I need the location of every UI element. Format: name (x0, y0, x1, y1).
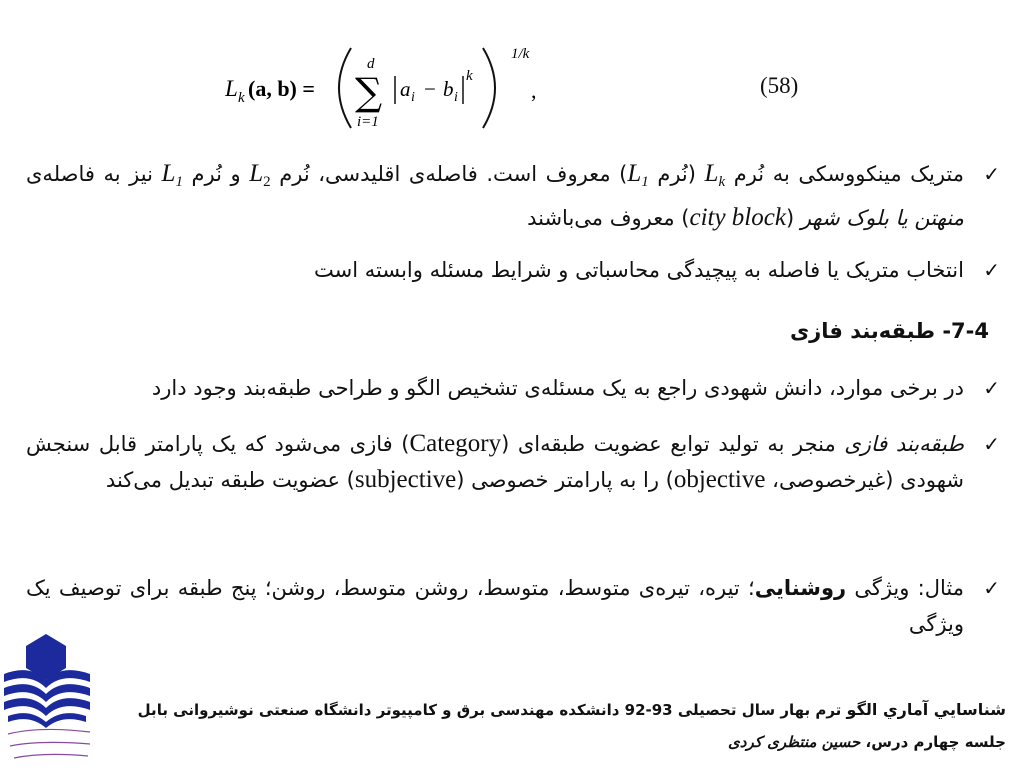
symbol-sub: 1 (175, 174, 183, 190)
university-logo-icon (0, 630, 100, 768)
minkowski-formula (225, 40, 555, 130)
italic-term: طبقه‌بند فازی (844, 432, 965, 456)
text-seg: ) فازی می‌شود که یک پارامتر قابل سنجش شهودی (غیرخصوصی، (26, 432, 964, 492)
abs-a-sub: i (411, 90, 415, 105)
inner-exp: k (466, 68, 473, 84)
formula-args: (a, b) = (248, 76, 315, 101)
left-paren (339, 48, 351, 128)
footer-course-name: شناسايي آماري الگو (846, 700, 1006, 719)
text-seg: مثال: ویژگی (846, 576, 964, 600)
abs-a: a (400, 77, 411, 101)
formula-L: L (225, 76, 238, 101)
english-term: objective (673, 466, 766, 493)
footer-course-info (138, 700, 1006, 719)
footer-course-details: ترم بهار سال تحصیلی 93-92 دانشکده مهندسی برق و کامپیوتر دانشگاه صنعتی نوشیروانی بابل (137, 701, 847, 719)
text-seg: نیز به فاصله‌ی (26, 162, 162, 186)
bullet-text: در برخی موارد، دانش شهودی راجع به یک مسئله‌ی تشخیص الگو و طراحی طبقه‌بند وجود دارد (151, 376, 964, 400)
text-seg: ) عضویت طبقه تبدیل می‌کند (105, 468, 355, 492)
formula-comma: , (531, 78, 537, 103)
section-heading: 7-4- طبقه‌بند فازی (789, 319, 989, 343)
sum-sign: ∑ (355, 70, 383, 114)
footer-session: جلسه چهارم درس، (860, 733, 1006, 751)
text-seg: (نُرم (648, 162, 705, 186)
outer-exp: 1/k (511, 46, 530, 62)
abs-b: b (443, 77, 454, 101)
symbol-sub: 1 (641, 174, 649, 190)
formula-L-sub: k (238, 90, 245, 106)
text-seg: منجر به تولید توابع عضویت طبقه‌ای ( (501, 432, 845, 456)
checkmark-icon: ✓ (983, 432, 1000, 456)
text-seg: ) معروف می‌باشند (527, 206, 690, 230)
text-seg: متریک مینکووسکی به نُرم (725, 162, 964, 186)
sum-upper: d (367, 56, 375, 72)
sum-lower: i=1 (357, 114, 379, 130)
symbol-sub: 2 (263, 174, 271, 190)
checkmark-icon: ✓ (983, 576, 1000, 600)
footer-author: حسین منتظری کردی (728, 733, 861, 751)
english-term: city block (689, 204, 786, 231)
symbol-L: L (627, 160, 642, 187)
italic-term: منهتن یا بلوک شهر (800, 206, 964, 230)
bullet-text (26, 426, 964, 498)
text-seg: ( (785, 206, 801, 230)
footer-session-info (728, 733, 1006, 751)
bullet-text: انتخاب متریک یا فاصله به پیچیدگی محاسباتی و شرایط مسئله وابسته است (314, 258, 964, 282)
text-seg: و نُرم (182, 162, 250, 186)
bullet-intuitive-knowledge (26, 370, 1000, 406)
english-term: subjective (354, 466, 457, 493)
equation-number: (58) (760, 73, 799, 98)
symbol-L: L (704, 160, 719, 187)
abs-b-sub: i (454, 90, 458, 105)
symbol-L: L (161, 160, 176, 187)
bullet-fuzzy-classifier (26, 426, 1000, 498)
minus: − (424, 77, 436, 101)
english-term: Category (409, 430, 502, 457)
bullet-minkowski (26, 156, 1000, 236)
symbol-L: L (249, 160, 264, 187)
checkmark-icon: ✓ (983, 258, 1000, 282)
bullet-text (26, 156, 964, 236)
bullet-metric-choice (26, 252, 1000, 288)
bold-term: روشنایی (754, 576, 847, 600)
bullet-example (26, 570, 1000, 642)
checkmark-icon: ✓ (983, 162, 1000, 186)
symbol-sub: k (718, 174, 726, 190)
right-paren (483, 48, 495, 128)
text-seg: ) معروف است. فاصله‌ی اقلیدسی، نُرم (270, 162, 628, 186)
text-seg: ؛ تیره، تیره‌ی متوسط، متوسط، روشن متوسط، روشن؛ پنج طبقه برای توصیف یک ویژگی (26, 576, 964, 636)
bullet-text (26, 570, 964, 642)
checkmark-icon: ✓ (983, 376, 1000, 400)
text-seg: ) را به پارامتر خصوصی ( (456, 468, 674, 492)
